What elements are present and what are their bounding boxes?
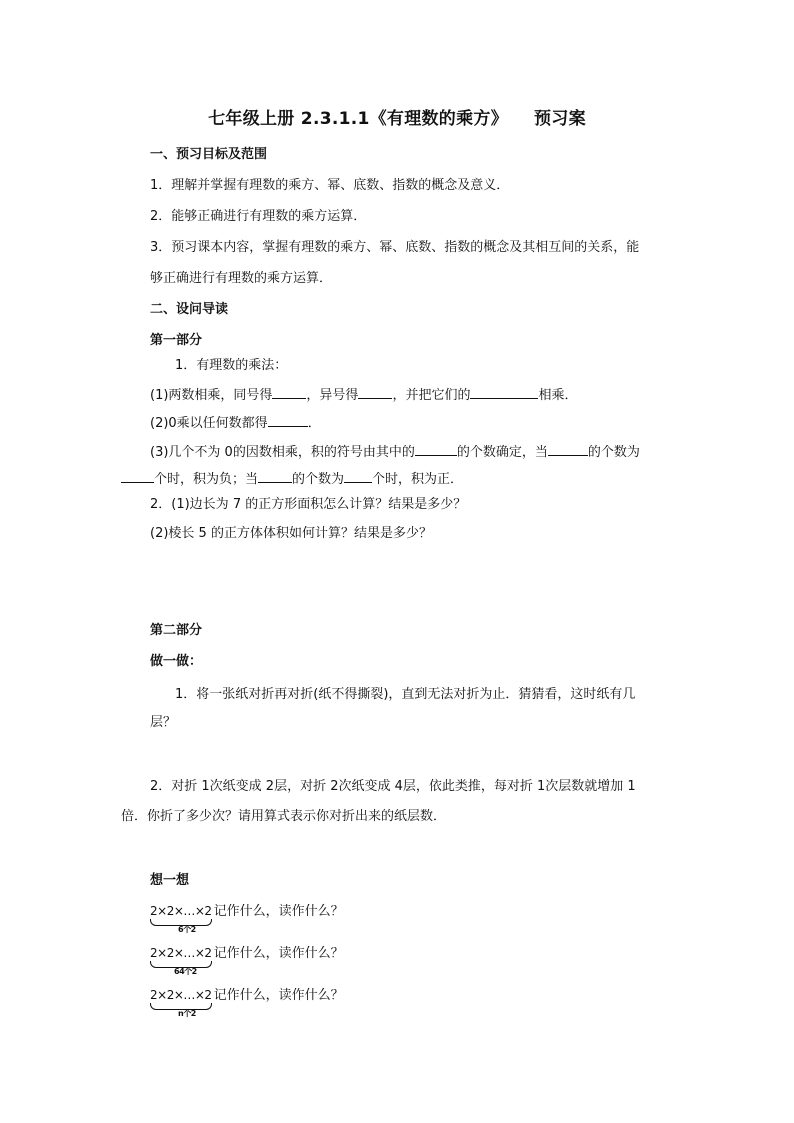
part2-heading: 第二部分 <box>150 623 203 638</box>
objective-2: 2．能够正确进行有理数的乘方运算． <box>150 209 367 224</box>
q2-b: (2)棱长 5 的正方体体积如何计算？结果是多少？ <box>150 526 432 541</box>
blank[interactable] <box>470 385 538 399</box>
doit-2-line2: 倍．你折了多少次？请用算式表示你对折出来的纸层数． <box>121 809 447 824</box>
blank[interactable] <box>272 385 306 399</box>
page-title <box>0 104 794 129</box>
q1-b: (2)0乘以任何数都得 ． <box>150 413 321 433</box>
blank[interactable] <box>358 385 392 399</box>
q1-c-line2: 个时，积为负；当 的个数为 个时，积为正． <box>121 469 463 489</box>
blank[interactable] <box>548 442 588 456</box>
doit-1-line2: 层？ <box>150 715 177 730</box>
part1-heading: 第一部分 <box>150 333 203 348</box>
think-item-3: 2×2×…×2 n个2 记作什么，读作什么？ <box>150 988 344 1018</box>
objective-3-line1: 3．预习课本内容，掌握有理数的乘方、幂、底数、指数的概念及其相互间的关系，能 <box>150 240 640 255</box>
q1-a: (1)两数相乘，同号得 ，异号得 ，并把它们的 相乘． <box>150 385 577 405</box>
think-item-1: 2×2×…×2 6个2 记作什么，读作什么？ <box>150 904 344 934</box>
blank[interactable] <box>268 413 308 427</box>
title-suffix: 预习案 <box>534 109 586 129</box>
q1-intro: 1．有理数的乘法： <box>175 358 288 373</box>
blank[interactable] <box>121 469 154 483</box>
think-heading: 想一想 <box>150 873 190 888</box>
objective-1: 1．理解并掌握有理数的乘方、幂、底数、指数的概念及意义． <box>150 178 510 193</box>
section1-heading: 一、预习目标及范围 <box>150 147 268 162</box>
objective-3-line2: 够正确进行有理数的乘方运算． <box>150 271 333 286</box>
q2-a: 2．(1)边长为 7 的正方形面积怎么计算？结果是多少？ <box>150 497 467 512</box>
q1-c-line1: (3)几个不为 0的因数相乘，积的符号由其中的 的个数确定，当 的个数为 <box>150 442 640 462</box>
title-main: 七年级上册 2.3.1.1《有理数的乘方》 <box>208 109 508 129</box>
blank[interactable] <box>258 469 292 483</box>
think-item-2: 2×2×…×2 64个2 记作什么，读作什么？ <box>150 946 344 976</box>
section2-heading: 二、设问导读 <box>150 302 229 317</box>
blank[interactable] <box>415 442 457 456</box>
doit-2-line1: 2．对折 1次纸变成 2层，对折 2次纸变成 4层，依此类推，每对折 1次层数就增加 1 <box>150 779 636 794</box>
blank[interactable] <box>344 469 372 483</box>
doit-1-line1: 1．将一张纸对折再对折(纸不得撕裂)，直到无法对折为止．猜猜看，这时纸有几 <box>175 687 636 702</box>
doit-heading: 做一做： <box>150 654 203 669</box>
